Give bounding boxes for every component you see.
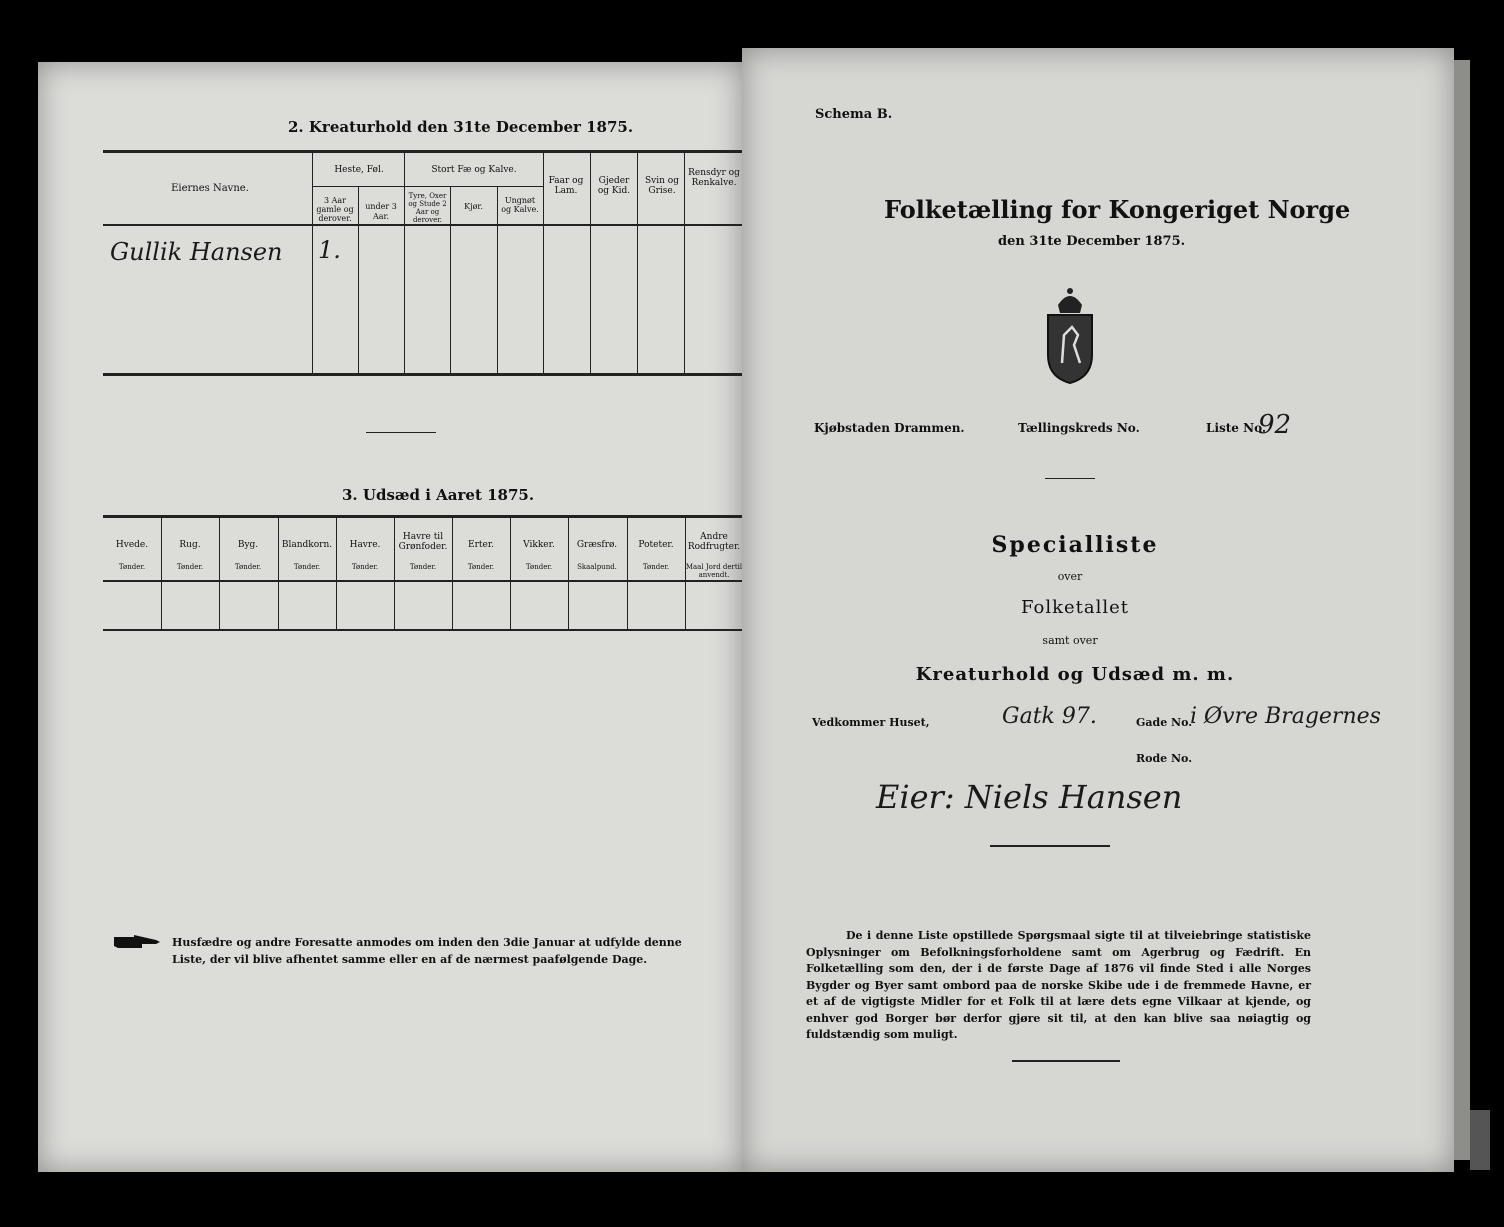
census-title: Folketælling for Kongeriget Norge bbox=[884, 195, 1351, 224]
seed-col-name: Havre til Grønfoder. bbox=[398, 532, 448, 552]
seed-col-unit: Tønder. bbox=[409, 563, 437, 571]
samt-over-text: samt over bbox=[1042, 634, 1098, 647]
section3-title: 3. Udsæd i Aaret 1875. bbox=[342, 486, 535, 504]
gade-label: Gade No. bbox=[1136, 716, 1193, 729]
list-number: 92 bbox=[1258, 410, 1292, 440]
page-stack-edge bbox=[1470, 1110, 1490, 1170]
seed-col-unit: Tønder. bbox=[176, 563, 204, 571]
col-cattle: Stort Fæ og Kalve. bbox=[431, 165, 517, 175]
seed-col-divider bbox=[568, 515, 569, 631]
folketallet-heading: Folketallet bbox=[1020, 597, 1130, 618]
seed-col-divider bbox=[627, 515, 628, 631]
kreaturhold-heading: Kreaturhold og Udsæd m. m. bbox=[915, 664, 1235, 685]
seed-col-divider bbox=[161, 515, 162, 631]
seed-col-unit: Tønder. bbox=[234, 563, 262, 571]
norwegian-coat-of-arms-icon bbox=[1040, 285, 1100, 385]
seed-col-name: Blandkorn. bbox=[281, 540, 333, 550]
owner-line: Eier: Niels Hansen bbox=[876, 778, 1183, 816]
town-label: Kjøbstaden Drammen. bbox=[814, 421, 965, 435]
seed-col-unit: Tønder. bbox=[525, 563, 553, 571]
house-label: Vedkommer Huset, bbox=[812, 716, 930, 729]
over-text: over bbox=[1057, 570, 1083, 583]
col-pigs: Svin og Grise. bbox=[645, 176, 679, 196]
seed-col-unit: Tønder. bbox=[467, 563, 495, 571]
col-goats: Gjeder og Kid. bbox=[597, 176, 631, 196]
census-date: den 31te December 1875. bbox=[998, 234, 1186, 249]
divider bbox=[1045, 478, 1095, 479]
seed-col-divider bbox=[452, 515, 453, 631]
rode-label: Rode No. bbox=[1136, 752, 1193, 765]
col-sheep: Faar og Lam. bbox=[548, 176, 584, 196]
col-horses-3plus: 3 Aar gamle og derover. bbox=[316, 196, 354, 223]
col-cattle-young: Ungnøt og Kalve. bbox=[501, 196, 539, 214]
divider bbox=[990, 845, 1110, 847]
col-reindeer: Rensdyr og Renkalve. bbox=[688, 168, 740, 188]
seed-col-divider bbox=[510, 515, 511, 631]
owner-entry: Gullik Hansen bbox=[110, 238, 283, 266]
col-cattle-bulls: Tyre, Oxer og Stude 2 Aar og derover. bbox=[408, 192, 447, 224]
district-label: Tællingskreds No. bbox=[1018, 421, 1140, 435]
seed-col-unit: Skaalpund. bbox=[577, 563, 617, 571]
divider bbox=[1012, 1060, 1120, 1062]
list-label: Liste No. bbox=[1206, 421, 1267, 435]
seed-col-divider bbox=[278, 515, 279, 631]
notice-text: Husfædre og andre Foresatte anmodes om inden den 3die Januar at udfylde denne Liste, der vil blive afhentet samme eller en af de nærmest paafølgende Dage. bbox=[172, 936, 682, 966]
seed-col-name: Erter. bbox=[468, 540, 494, 550]
col-owner: Eiernes Navne. bbox=[171, 183, 249, 194]
gade-value: i Øvre Bragernes bbox=[1190, 704, 1381, 729]
seed-col-unit: Tønder. bbox=[642, 563, 670, 571]
seed-col-name: Havre. bbox=[349, 540, 381, 550]
footer-text: De i denne Liste opstillede Spørgsmaal sigte til at tilveiebringe statistiske Oplysninger om Befolkningsforholdene samt om Agerbrug og Fædrift. En Folketælling som den, der i de første Dage af 1876 vil finde Sted i alle Norges Bygder og Byer samt ombord paa de norske Skibe ude i de fremmede Havne, er et af de vigtigste Midler for et Folk til at lære dets egne Vilkaar at kjende, og enhver god Borger bør derfor gjøre sit til, at den kan blive saa nøiagtig og fuldstændig som muligt. bbox=[806, 929, 1311, 1041]
seed-col-name: Andre Rodfrugter. bbox=[687, 532, 741, 552]
seed-col-unit: Tønder. bbox=[351, 563, 379, 571]
horses-entry: 1. bbox=[318, 236, 341, 264]
schema-label: Schema B. bbox=[815, 107, 893, 122]
seed-col-name: Vikker. bbox=[523, 540, 555, 550]
seed-col-name: Hvede. bbox=[115, 540, 149, 550]
seed-col-name: Poteter. bbox=[638, 540, 674, 550]
col-horses-under3: under 3 Aar. bbox=[365, 202, 397, 221]
seed-col-unit: Tønder. bbox=[293, 563, 321, 571]
pointing-hand-icon bbox=[112, 932, 162, 952]
seed-col-unit: Maal Jord dertil anvendt. bbox=[685, 563, 743, 579]
house-value: Gatk 97. bbox=[1002, 704, 1097, 729]
specialliste-heading: Specialliste bbox=[991, 532, 1159, 558]
seed-col-name: Græsfrø. bbox=[576, 540, 618, 550]
seed-col-divider bbox=[219, 515, 220, 631]
col-horses: Heste, Føl. bbox=[334, 165, 384, 175]
section2-title: 2. Kreaturhold den 31te December 1875. bbox=[288, 118, 634, 136]
seed-col-name: Rug. bbox=[179, 540, 201, 550]
seed-col-name: Byg. bbox=[237, 540, 259, 550]
divider bbox=[366, 432, 436, 433]
seed-col-unit: Tønder. bbox=[118, 563, 146, 571]
col-cattle-cows: Kjør. bbox=[464, 202, 483, 211]
seed-col-divider bbox=[336, 515, 337, 631]
